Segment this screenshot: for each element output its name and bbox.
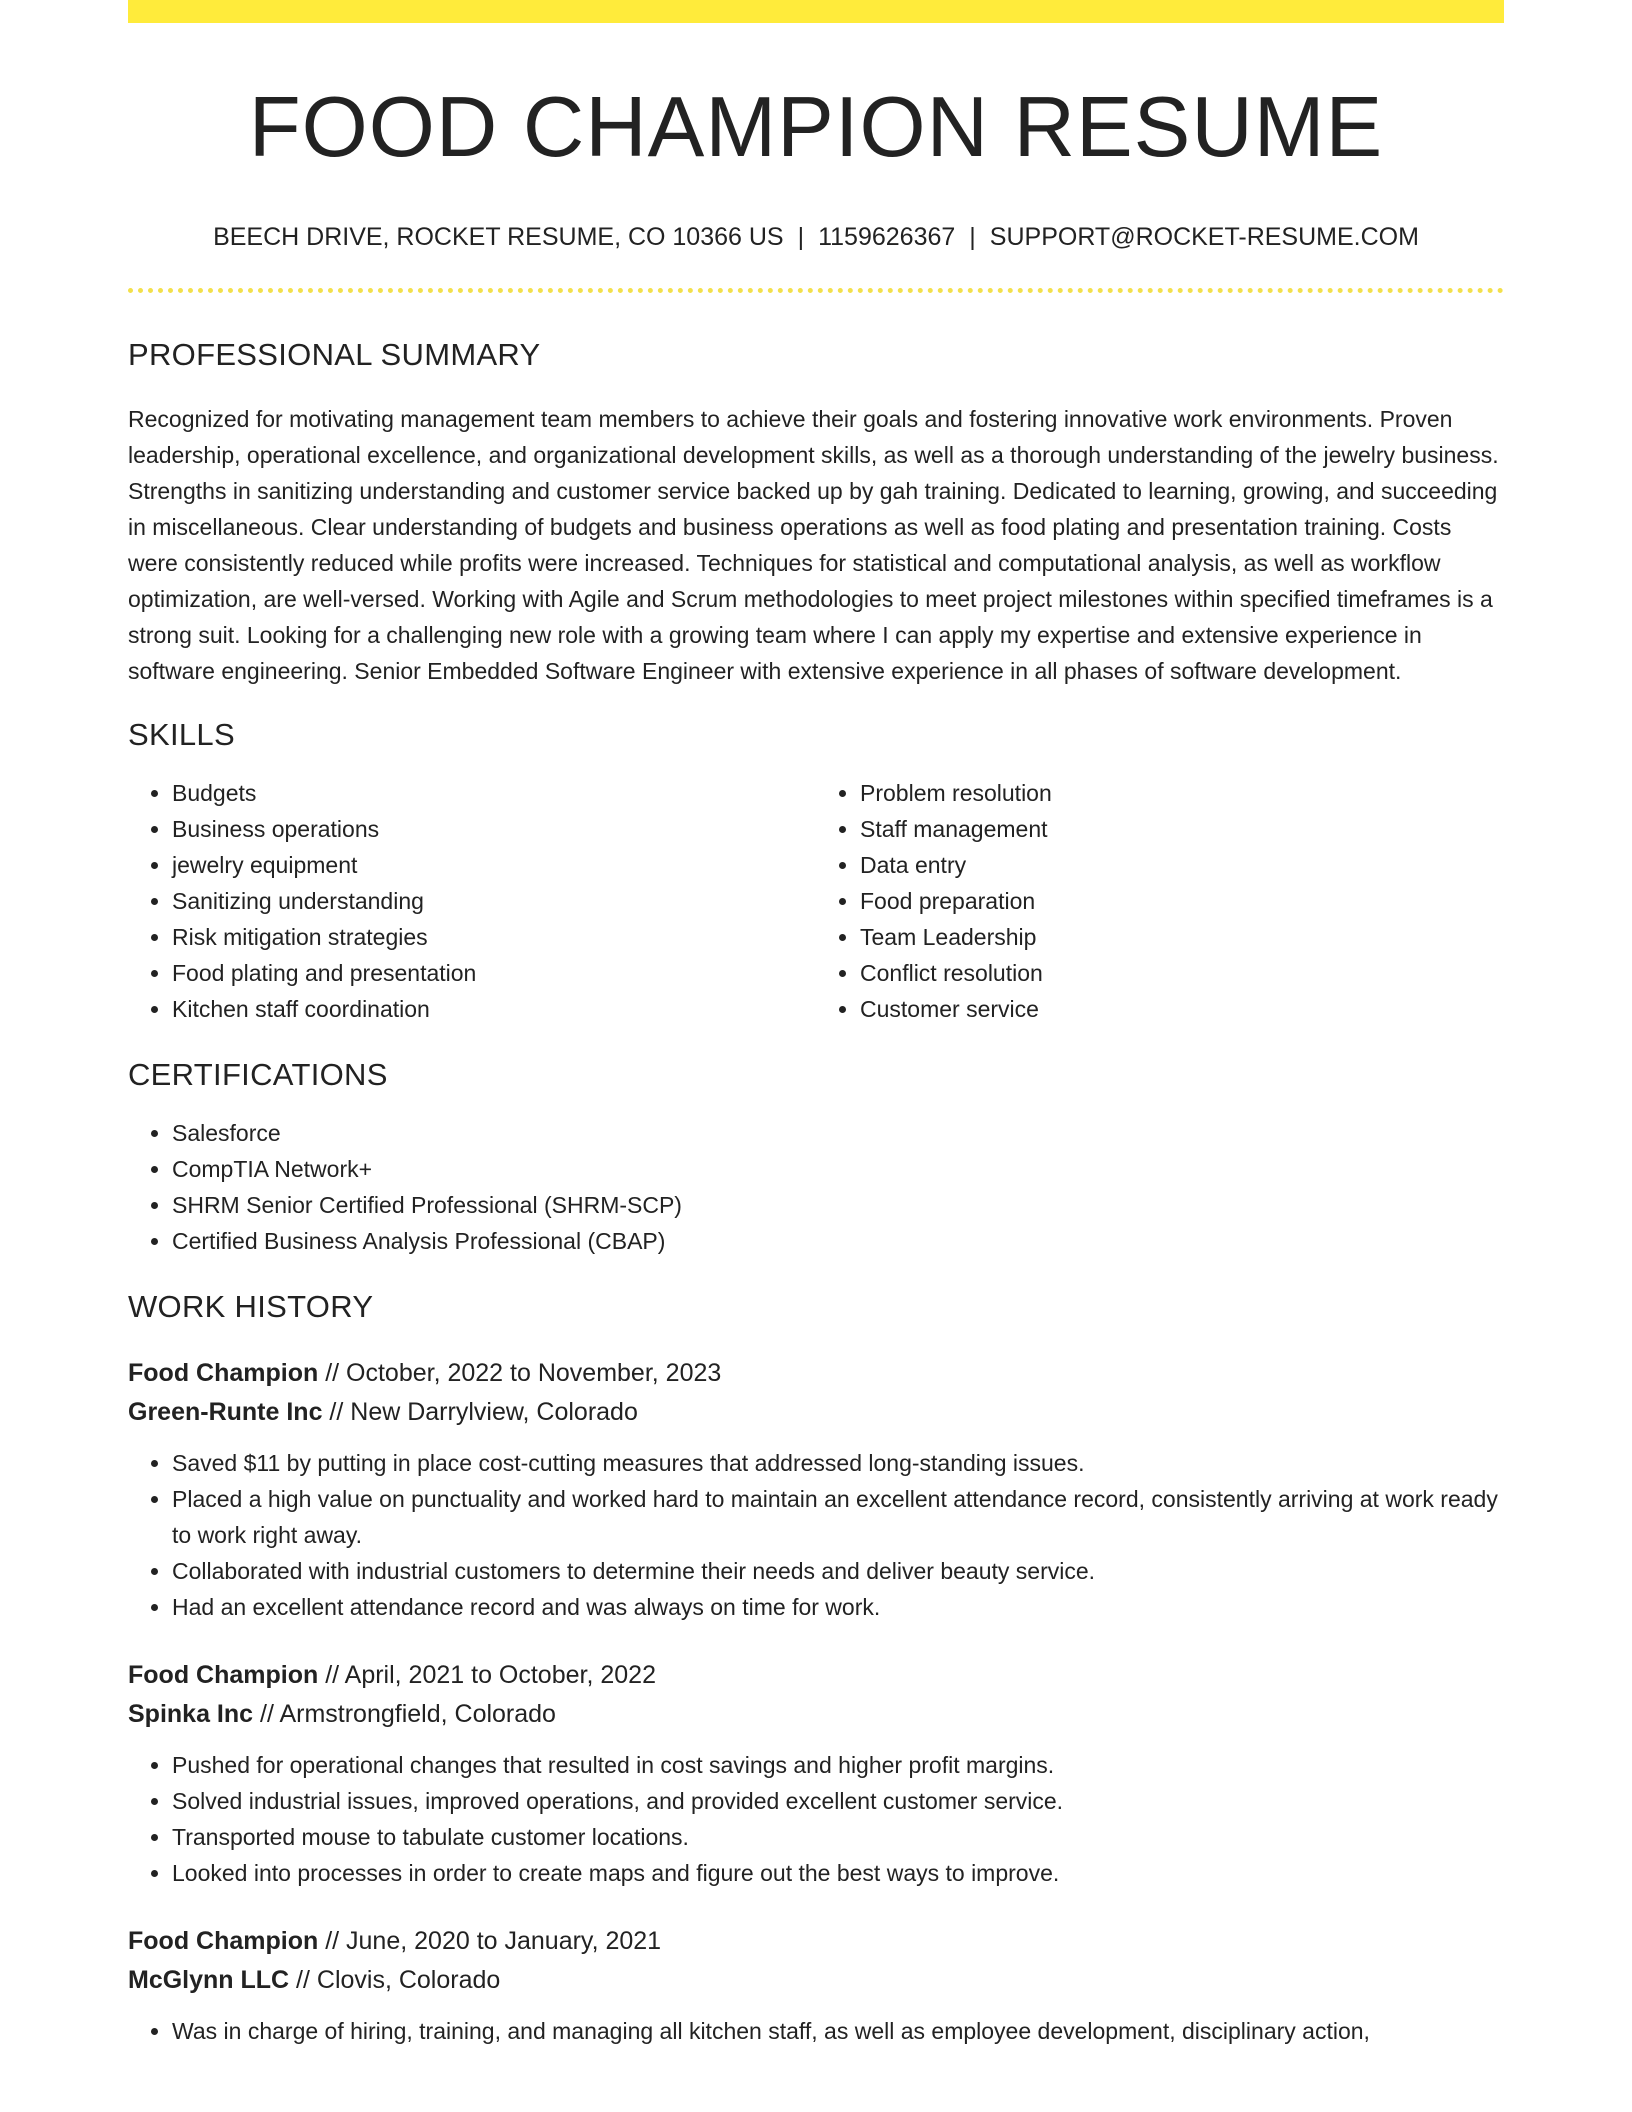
job-title-line <box>128 1655 1504 1695</box>
skill-item: • Data entry <box>860 847 1504 883</box>
certifications-list <box>128 1115 1504 1259</box>
job-title: Food Champion <box>128 1358 319 1387</box>
skill-item: • jewelry equipment <box>172 847 816 883</box>
resume-title: FOOD CHAMPION RESUME <box>248 80 1384 175</box>
top-accent-bar <box>128 0 1504 23</box>
skill-item: • Team Leadership <box>860 919 1504 955</box>
job-bullets <box>128 1445 1504 1625</box>
job-bullet: • Placed a high value on punctuality and worked hard to maintain an excellent attendance record, consistently arriving at work ready to work right away. <box>172 1481 1504 1553</box>
job-title-line <box>128 1921 1504 1961</box>
job-company: Green-Runte Inc <box>128 1397 323 1426</box>
work-history-section <box>128 1289 1504 2049</box>
job-bullet: • Was in charge of hiring, training, and managing all kitchen staff, as well as employee development, disciplinary action, <box>172 2013 1504 2049</box>
job-entry <box>128 1353 1504 1625</box>
skill-item: • Conflict resolution <box>860 955 1504 991</box>
job-bullet: • Looked into processes in order to create maps and figure out the best ways to improve. <box>172 1855 1504 1891</box>
job-bullet: • Collaborated with industrial customers to determine their needs and deliver beauty service. <box>172 1553 1504 1589</box>
job-bullets <box>128 1747 1504 1891</box>
certification-item: • CompTIA Network+ <box>172 1151 1504 1187</box>
job-dates: // June, 2020 to January, 2021 <box>318 1926 662 1955</box>
summary-heading: PROFESSIONAL SUMMARY <box>128 336 541 372</box>
job-company-line <box>128 1695 1504 1733</box>
skills-left-list <box>128 775 816 1027</box>
job-company-line <box>128 1393 1504 1431</box>
certification-item: • SHRM Senior Certified Professional (SHRM-SCP) <box>172 1187 1504 1223</box>
skill-item: • Risk mitigation strategies <box>172 919 816 955</box>
job-dates: // October, 2022 to November, 2023 <box>318 1358 722 1387</box>
skill-item: • Food plating and presentation <box>172 955 816 991</box>
job-bullet: • Transported mouse to tabulate customer locations. <box>172 1819 1504 1855</box>
resume-page <box>128 0 1504 2049</box>
job-company: McGlynn LLC <box>128 1965 290 1994</box>
skill-item: • Sanitizing understanding <box>172 883 816 919</box>
job-title: Food Champion <box>128 1660 319 1689</box>
phone: 1159626367 <box>818 222 956 251</box>
job-title: Food Champion <box>128 1926 319 1955</box>
skill-item: • Problem resolution <box>860 775 1504 811</box>
job-bullet: • Solved industrial issues, improved operations, and provided excellent customer service. <box>172 1783 1504 1819</box>
skill-item: • Budgets <box>172 775 816 811</box>
certifications-heading: CERTIFICATIONS <box>128 1056 388 1092</box>
certification-item: • Certified Business Analysis Professional (CBAP) <box>172 1223 1504 1259</box>
skills-section <box>128 717 1504 1027</box>
job-company: Spinka Inc <box>128 1699 254 1728</box>
skills-heading: SKILLS <box>128 716 235 752</box>
job-title-line <box>128 1353 1504 1393</box>
job-bullet: • Had an excellent attendance record and was always on time for work. <box>172 1589 1504 1625</box>
contact-line <box>128 223 1504 252</box>
job-location: // New Darrylview, Colorado <box>322 1397 638 1426</box>
certifications-section <box>128 1057 1504 1259</box>
job-location: // Armstrongfield, Colorado <box>253 1699 556 1728</box>
job-bullets <box>128 2013 1504 2049</box>
separator: | <box>969 222 976 251</box>
job-bullet: • Pushed for operational changes that resulted in cost savings and higher profit margins. <box>172 1747 1504 1783</box>
skill-item: • Food preparation <box>860 883 1504 919</box>
dotted-divider <box>128 288 1504 293</box>
separator: | <box>797 222 805 251</box>
job-location: // Clovis, Colorado <box>289 1965 501 1994</box>
skill-item: • Business operations <box>172 811 816 847</box>
email: SUPPORT@ROCKET-RESUME.COM <box>989 222 1419 251</box>
skills-right-list <box>816 775 1504 1027</box>
skills-columns <box>128 775 1504 1027</box>
job-entry <box>128 1655 1504 1891</box>
skill-item: • Kitchen staff coordination <box>172 991 816 1027</box>
skill-item: • Customer service <box>860 991 1504 1027</box>
summary-section <box>128 337 1504 689</box>
job-company-line <box>128 1961 1504 1999</box>
job-entry <box>128 1921 1504 2049</box>
address: BEECH DRIVE, ROCKET RESUME, CO 10366 US <box>213 222 784 251</box>
skill-item: • Staff management <box>860 811 1504 847</box>
job-dates: // April, 2021 to October, 2022 <box>318 1660 656 1689</box>
work-history-heading: WORK HISTORY <box>128 1288 374 1324</box>
certification-item: • Salesforce <box>172 1115 1504 1151</box>
summary-text: Recognized for motivating management team members to achieve their goals and fostering innovative work environments. Proven leadership, operational excellence, and organizational development skills, as well as a thorough understanding of the jewelry business. Strengths in sanitizing understanding and customer service backed up by gah training. Dedicated to learning, growing, and succeeding in miscellaneous. Clear understanding of budgets and business operations as well as food plating and presentation training. Costs were consistently reduced while profits were increased. Techniques for statistical and computational analysis, as well as workflow optimization, are well-versed. Working with Agile and Scrum methodologies to meet project milestones within specified timeframes is a strong suit. Looking for a challenging new role with a growing team where I can apply my expertise and extensive experience in software engineering. Senior Embedded Software Engineer with extensive experience in all phases of software development. <box>128 405 1499 684</box>
job-bullet: • Saved $11 by putting in place cost-cutting measures that addressed long-standing issues. <box>172 1445 1504 1481</box>
